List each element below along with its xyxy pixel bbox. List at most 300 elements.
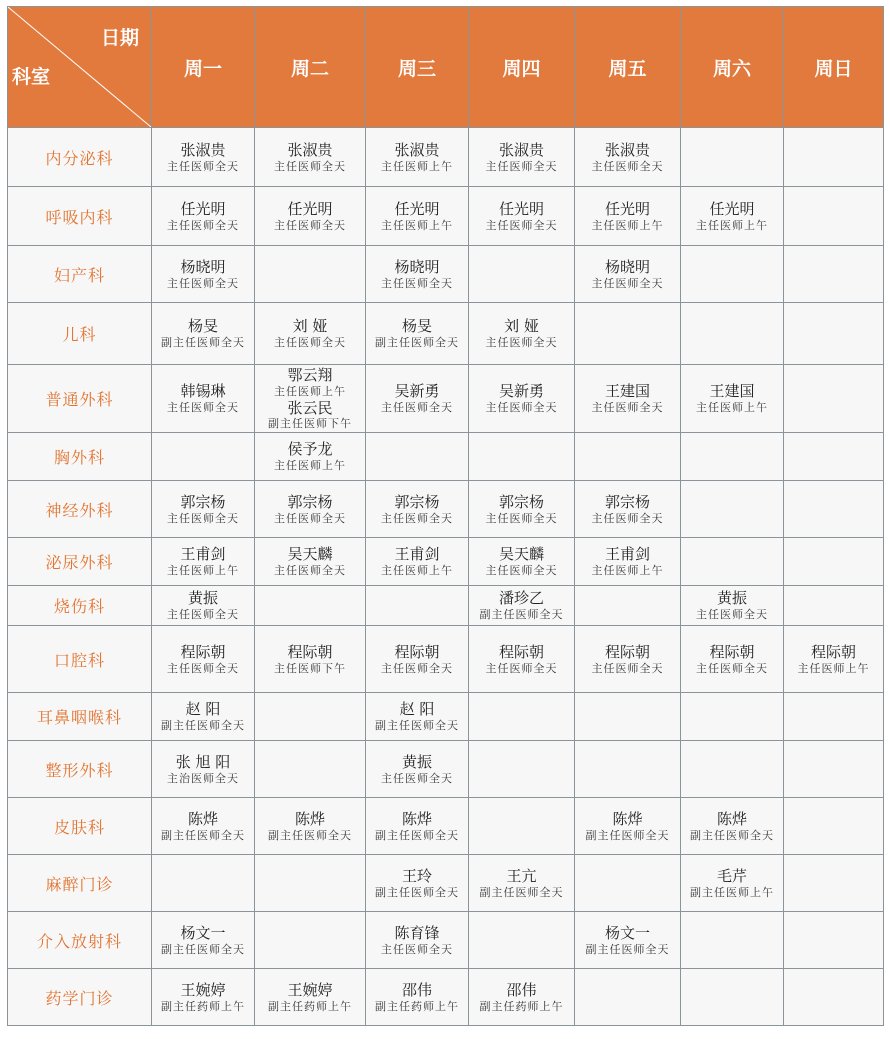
doctor-title: 主治医师全天: [167, 771, 239, 785]
doctor-title: 副主任药师上午: [479, 999, 564, 1013]
schedule-cell: [681, 912, 784, 969]
schedule-cell: [366, 538, 469, 586]
schedule-cell: [255, 433, 366, 481]
doctor-title: 副主任药师上午: [268, 999, 352, 1013]
doctor-entry: [575, 382, 680, 415]
doctor-name: 任光明: [394, 199, 440, 218]
schedule-cell: [784, 798, 884, 855]
doctor-name: 王甫剑: [604, 545, 650, 564]
header-row: [8, 7, 884, 128]
dept-name: 儿科: [8, 303, 152, 365]
schedule-cell: [152, 586, 255, 626]
doctor-entry: [366, 317, 468, 350]
doctor-title: 主任医师全天: [167, 276, 239, 290]
doctor-name: 陈烨: [401, 809, 432, 828]
table-row: [8, 433, 884, 481]
doctor-entry: [366, 924, 468, 957]
doctor-name: 吴新勇: [394, 382, 440, 401]
schedule-cell: [469, 481, 575, 538]
doctor-name: 王甫剑: [180, 545, 226, 564]
doctor-entry: [681, 200, 783, 233]
doctor-name: 陈烨: [716, 809, 747, 828]
doctor-title: 副主任医师全天: [479, 608, 564, 621]
doctor-title: 副主任医师全天: [690, 828, 774, 842]
doctor-entry: [255, 399, 365, 432]
schedule-cell: [255, 969, 366, 1026]
schedule-cell: [152, 912, 255, 969]
doctor-entry: [255, 440, 365, 473]
schedule-cell: [469, 693, 575, 741]
schedule-cell: [681, 128, 784, 187]
doctor-title: 主任医师上午: [274, 384, 346, 398]
schedule-cell: [366, 246, 469, 303]
schedule-cell: [575, 626, 681, 693]
day-header-wed: 周三: [366, 7, 469, 128]
schedule-cell: [784, 128, 884, 187]
doctor-name: 程际朝: [709, 642, 755, 661]
schedule-cell: [784, 586, 884, 626]
doctor-name: 杨旻: [401, 317, 432, 336]
doctor-title: 主任医师全天: [274, 564, 346, 577]
doctor-title: 主任医师全天: [591, 661, 664, 675]
schedule-body: [8, 128, 884, 1026]
schedule-cell: [681, 969, 784, 1026]
dept-name: 内分泌科: [8, 128, 152, 187]
doctor-name: 刘 娅: [292, 317, 328, 336]
doctor-name: 任光明: [180, 199, 226, 218]
schedule-cell: [784, 626, 884, 693]
doctor-entry: [366, 867, 468, 900]
doctor-title: 主任医师全天: [167, 608, 239, 621]
schedule-cell: [575, 969, 681, 1026]
doctor-entry: [681, 810, 783, 843]
doctor-title: 副主任药师上午: [161, 999, 245, 1013]
schedule-cell: [681, 693, 784, 741]
doctor-name: 王亢: [506, 866, 537, 885]
doctor-entry: [152, 258, 254, 291]
doctor-title: 主任医师全天: [485, 401, 558, 414]
doctor-title: 主任医师全天: [381, 771, 453, 785]
doctor-title: 主任医师全天: [167, 661, 239, 675]
doctor-title: 主任医师全天: [167, 401, 239, 414]
doctor-entry: [366, 981, 468, 1014]
doctor-title: 副主任医师全天: [375, 336, 459, 349]
doctor-name: 张淑贵: [180, 140, 226, 159]
doctor-title: 副主任医师全天: [161, 942, 245, 956]
schedule-cell: [469, 433, 575, 481]
schedule-cell: [469, 855, 575, 912]
schedule-cell: [255, 586, 366, 626]
table-row: [8, 538, 884, 586]
doctor-name: 王甫剑: [394, 545, 440, 564]
doctor-entry: [575, 141, 680, 174]
schedule-cell: [575, 693, 681, 741]
dept-name: 普通外科: [8, 365, 152, 433]
schedule-cell: [152, 855, 255, 912]
schedule-cell: [255, 798, 366, 855]
table-row: [8, 855, 884, 912]
schedule-cell: [681, 187, 784, 246]
dept-name: 药学门诊: [8, 969, 152, 1026]
doctor-name: 黄振: [716, 589, 747, 608]
doctor-name: 杨文一: [180, 923, 226, 942]
schedule-cell: [152, 741, 255, 798]
dept-name: 耳鼻咽喉科: [8, 693, 152, 741]
doctor-title: 主任医师全天: [274, 511, 346, 525]
doctor-entry: [255, 200, 365, 233]
doctor-name: 程际朝: [810, 642, 856, 661]
schedule-cell: [366, 481, 469, 538]
schedule-cell: [469, 538, 575, 586]
doctor-entry: [366, 493, 468, 526]
doctor-entry: [469, 317, 574, 350]
schedule-cell: [366, 626, 469, 693]
doctor-title: 副主任医师全天: [375, 719, 459, 732]
doctor-title: 主任医师全天: [485, 159, 558, 173]
doctor-name: 张云民: [287, 398, 333, 417]
table-row: [8, 969, 884, 1026]
doctor-title: 副主任医师全天: [268, 828, 352, 842]
schedule-cell: [784, 246, 884, 303]
doctor-entry: [469, 867, 574, 900]
doctor-title: 主任医师全天: [381, 661, 453, 675]
schedule-cell: [152, 365, 255, 433]
doctor-entry: [366, 545, 468, 578]
doctor-title: 主任医师上午: [591, 564, 664, 577]
doctor-name: 吴新勇: [498, 382, 544, 401]
schedule-cell: [152, 626, 255, 693]
dept-name: 介入放射科: [8, 912, 152, 969]
doctor-name: 杨晓明: [394, 257, 440, 276]
schedule-cell: [784, 912, 884, 969]
doctor-title: 主任医师上午: [591, 218, 664, 232]
doctor-title: 主任医师全天: [591, 159, 664, 173]
schedule-cell: [575, 433, 681, 481]
schedule-cell: [681, 741, 784, 798]
schedule-cell: [366, 433, 469, 481]
doctor-name: 王玲: [401, 866, 432, 885]
doctor-entry: [575, 258, 680, 291]
doctor-entry: [469, 589, 574, 622]
doctor-name: 黄振: [187, 589, 218, 608]
doctor-name: 陈烨: [612, 809, 643, 828]
doctor-title: 主任医师上午: [167, 564, 239, 577]
schedule-cell: [784, 481, 884, 538]
doctor-title: 主任医师全天: [167, 511, 239, 525]
doctor-entry: [575, 810, 680, 843]
schedule-cell: [152, 538, 255, 586]
doctor-name: 赵 阳: [399, 700, 435, 719]
doctor-title: 主任医师上午: [381, 564, 453, 577]
doctor-entry: [152, 589, 254, 622]
schedule-cell: [366, 969, 469, 1026]
doctor-entry: [152, 141, 254, 174]
schedule-cell: [784, 741, 884, 798]
schedule-cell: [469, 626, 575, 693]
doctor-entry: [152, 493, 254, 526]
corner-dept-label: 科室: [12, 66, 51, 88]
doctor-name: 程际朝: [604, 642, 650, 661]
dept-name: 麻醉门诊: [8, 855, 152, 912]
doctor-name: 郭宗杨: [287, 492, 333, 511]
doctor-name: 吴天麟: [498, 545, 544, 564]
schedule-cell: [575, 128, 681, 187]
table-row: [8, 128, 884, 187]
schedule-cell: [152, 128, 255, 187]
doctor-name: 郭宗杨: [498, 492, 544, 511]
doctor-entry: [366, 643, 468, 676]
doctor-entry: [784, 643, 883, 676]
doctor-title: 主任医师上午: [696, 401, 768, 414]
doctor-name: 杨旻: [187, 317, 218, 336]
schedule-cell: [366, 912, 469, 969]
doctor-name: 黄振: [401, 752, 432, 771]
dept-name: 口腔科: [8, 626, 152, 693]
schedule-cell: [366, 187, 469, 246]
doctor-entry: [575, 643, 680, 676]
schedule-cell: [681, 855, 784, 912]
schedule-cell: [469, 128, 575, 187]
schedule-cell: [152, 303, 255, 365]
schedule-cell: [575, 246, 681, 303]
table-row: [8, 246, 884, 303]
doctor-title: 主任医师全天: [485, 511, 558, 525]
doctor-title: 主任医师上午: [696, 218, 768, 232]
dept-name: 整形外科: [8, 741, 152, 798]
schedule-cell: [575, 855, 681, 912]
schedule-cell: [575, 481, 681, 538]
doctor-entry: [575, 200, 680, 233]
doctor-entry: [366, 700, 468, 733]
doctor-name: 任光明: [287, 199, 333, 218]
schedule-cell: [255, 626, 366, 693]
doctor-name: 郭宗杨: [604, 492, 650, 511]
doctor-entry: [152, 981, 254, 1014]
doctor-entry: [469, 545, 574, 578]
schedule-cell: [366, 693, 469, 741]
schedule-cell: [366, 855, 469, 912]
schedule-cell: [784, 433, 884, 481]
corner-header: [8, 7, 152, 128]
schedule-cell: [469, 246, 575, 303]
schedule-cell: [469, 365, 575, 433]
schedule-table: [7, 6, 884, 1026]
schedule-cell: [152, 246, 255, 303]
doctor-title: 主任医师上午: [381, 159, 453, 173]
schedule-cell: [575, 798, 681, 855]
doctor-entry: [366, 200, 468, 233]
day-header-fri: 周五: [575, 7, 681, 128]
schedule-cell: [255, 246, 366, 303]
doctor-entry: [469, 981, 574, 1014]
dept-name: 胸外科: [8, 433, 152, 481]
doctor-name: 陈烨: [294, 809, 325, 828]
schedule-cell: [469, 912, 575, 969]
day-header-mon: 周一: [152, 7, 255, 128]
doctor-name: 邵伟: [506, 980, 537, 999]
doctor-entry: [366, 258, 468, 291]
table-row: [8, 365, 884, 433]
doctor-title: 主任医师全天: [485, 336, 558, 349]
doctor-entry: [469, 382, 574, 415]
doctor-name: 郭宗杨: [180, 492, 226, 511]
schedule-cell: [255, 741, 366, 798]
doctor-title: 副主任医师全天: [585, 828, 670, 842]
doctor-entry: [152, 924, 254, 957]
schedule-cell: [681, 626, 784, 693]
doctor-title: 主任医师全天: [485, 218, 558, 232]
doctor-title: 副主任医师全天: [375, 885, 459, 899]
doctor-title: 主任医师上午: [797, 661, 870, 675]
doctor-title: 主任医师全天: [167, 159, 239, 173]
doctor-title: 主任医师全天: [381, 942, 453, 956]
doctor-name: 程际朝: [394, 642, 440, 661]
schedule-cell: [366, 586, 469, 626]
doctor-name: 程际朝: [498, 642, 544, 661]
schedule-cell: [681, 246, 784, 303]
schedule-cell: [784, 693, 884, 741]
schedule-cell: [784, 538, 884, 586]
doctor-name: 任光明: [604, 199, 650, 218]
schedule-cell: [575, 303, 681, 365]
dept-name: 妇产科: [8, 246, 152, 303]
schedule-cell: [469, 798, 575, 855]
doctor-entry: [575, 493, 680, 526]
schedule-cell: [575, 586, 681, 626]
doctor-title: 主任医师全天: [274, 159, 346, 173]
schedule-cell: [366, 741, 469, 798]
doctor-entry: [152, 643, 254, 676]
schedule-cell: [366, 798, 469, 855]
schedule-cell: [152, 481, 255, 538]
table-row: [8, 303, 884, 365]
schedule-cell: [152, 693, 255, 741]
doctor-entry: [152, 700, 254, 733]
schedule-cell: [255, 538, 366, 586]
doctor-name: 杨文一: [604, 923, 650, 942]
doctor-name: 侯予龙: [287, 440, 333, 459]
doctor-name: 吴天麟: [287, 545, 333, 564]
schedule-cell: [575, 538, 681, 586]
doctor-title: 副主任药师上午: [375, 999, 459, 1013]
table-row: [8, 912, 884, 969]
doctor-title: 主任医师全天: [274, 218, 346, 232]
doctor-entry: [469, 200, 574, 233]
doctor-title: 主任医师上午: [274, 459, 346, 472]
schedule-cell: [469, 187, 575, 246]
doctor-entry: [152, 753, 254, 786]
doctor-entry: [152, 200, 254, 233]
doctor-name: 任光明: [709, 199, 755, 218]
schedule-cell: [255, 187, 366, 246]
doctor-entry: [255, 810, 365, 843]
schedule-cell: [366, 128, 469, 187]
doctor-name: 杨晓明: [180, 257, 226, 276]
doctor-title: 主任医师全天: [591, 401, 664, 414]
doctor-title: 主任医师全天: [591, 276, 664, 290]
doctor-entry: [152, 382, 254, 415]
schedule-cell: [255, 855, 366, 912]
doctor-entry: [681, 589, 783, 622]
doctor-entry: [575, 924, 680, 957]
day-header-thu: 周四: [469, 7, 575, 128]
doctor-title: 主任医师全天: [381, 401, 453, 414]
doctor-title: 主任医师全天: [591, 511, 664, 525]
schedule-cell: [784, 365, 884, 433]
table-row: [8, 693, 884, 741]
schedule-cell: [366, 365, 469, 433]
doctor-entry: [681, 643, 783, 676]
table-row: [8, 741, 884, 798]
doctor-title: 副主任医师下午: [268, 417, 352, 431]
doctor-name: 程际朝: [180, 642, 226, 661]
doctor-title: 主任医师全天: [696, 608, 768, 621]
doctor-title: 副主任医师全天: [161, 336, 245, 349]
doctor-name: 张淑贵: [287, 140, 333, 159]
schedule-cell: [255, 365, 366, 433]
doctor-title: 主任医师全天: [485, 564, 558, 577]
schedule-cell: [152, 798, 255, 855]
doctor-name: 王婉婷: [287, 980, 333, 999]
doctor-entry: [681, 382, 783, 415]
doctor-entry: [255, 141, 365, 174]
doctor-entry: [366, 382, 468, 415]
doctor-name: 王建国: [604, 382, 650, 401]
doctor-title: 副主任医师全天: [585, 942, 670, 956]
doctor-name: 张 旭 阳: [175, 752, 231, 771]
corner-date-label: 日期: [100, 27, 139, 49]
schedule-cell: [575, 912, 681, 969]
doctor-entry: [255, 545, 365, 578]
doctor-name: 邵伟: [401, 980, 432, 999]
doctor-title: 主任医师上午: [381, 218, 453, 232]
schedule-cell: [152, 433, 255, 481]
doctor-name: 张淑贵: [604, 140, 650, 159]
table-row: [8, 798, 884, 855]
doctor-title: 主任医师全天: [485, 661, 558, 675]
doctor-title: 主任医师全天: [696, 661, 768, 675]
doctor-entry: [255, 317, 365, 350]
doctor-title: 副主任医师全天: [161, 719, 245, 732]
doctor-title: 副主任医师全天: [375, 828, 459, 842]
day-header-sat: 周六: [681, 7, 784, 128]
schedule-cell: [469, 303, 575, 365]
schedule-cell: [469, 586, 575, 626]
doctor-name: 潘珍乙: [498, 589, 544, 608]
schedule-cell: [255, 481, 366, 538]
table-row: [8, 586, 884, 626]
doctor-name: 王婉婷: [180, 980, 226, 999]
doctor-entry: [255, 366, 365, 399]
schedule-container: [7, 6, 884, 1026]
schedule-cell: [255, 912, 366, 969]
doctor-name: 程际朝: [287, 642, 333, 661]
doctor-entry: [255, 643, 365, 676]
table-row: [8, 481, 884, 538]
schedule-cell: [469, 741, 575, 798]
doctor-entry: [152, 545, 254, 578]
schedule-cell: [681, 433, 784, 481]
table-row: [8, 626, 884, 693]
doctor-entry: [152, 810, 254, 843]
doctor-entry: [366, 810, 468, 843]
doctor-name: 赵 阳: [185, 700, 221, 719]
doctor-name: 陈烨: [187, 809, 218, 828]
schedule-cell: [575, 187, 681, 246]
dept-name: 皮肤科: [8, 798, 152, 855]
dept-name: 烧伤科: [8, 586, 152, 626]
doctor-name: 郭宗杨: [394, 492, 440, 511]
